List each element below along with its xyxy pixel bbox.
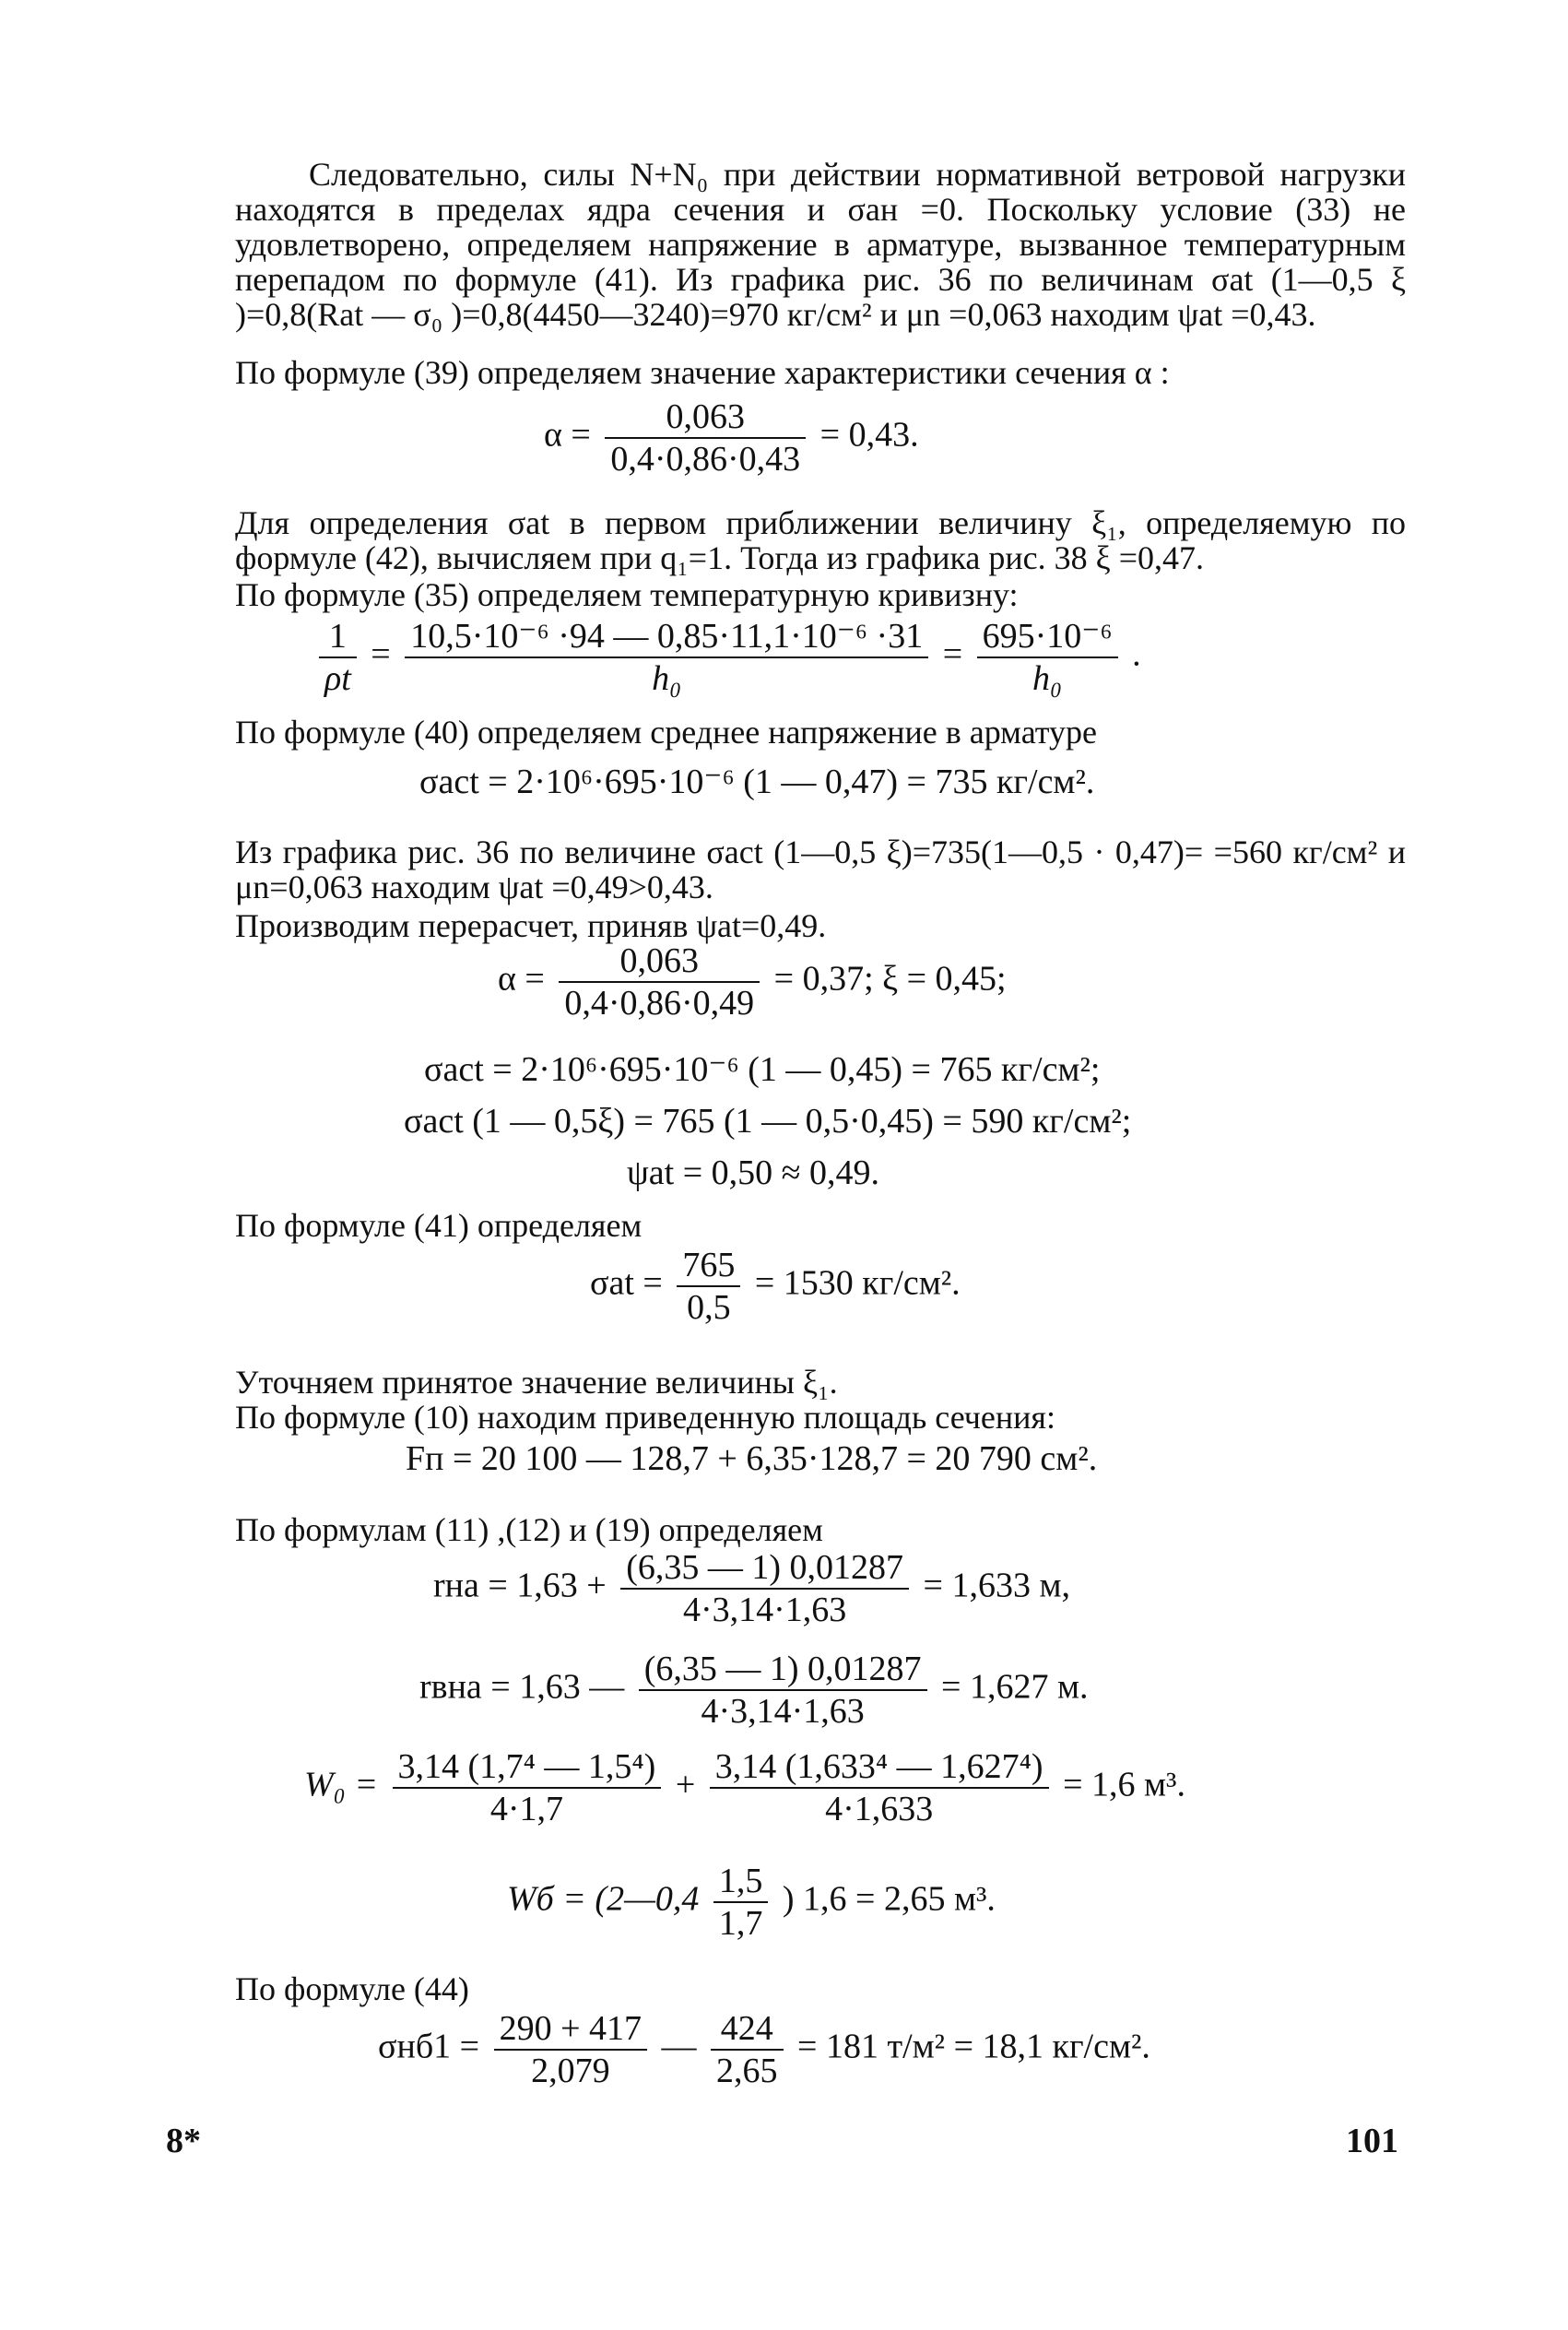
- equation-sigma-act-3: σact (1 — 0,5ξ) = 765 (1 — 0,5·0,45) = 590 кг/см²;: [404, 1102, 1132, 1141]
- paragraph-3: [235, 505, 1406, 575]
- equation-wb: Wб = (2—0,4 $\frac{1,5}{1,7}$ ) 1,6 = 2,65 м³.: [507, 1862, 996, 1943]
- paragraph-10-text: По формуле (10) находим приведенную площадь сечения:: [235, 1399, 1055, 1436]
- paragraph-12: [235, 1971, 1406, 2006]
- equation-w0: W₀ = $\frac{\text{3,14 (1,7⁴ — 1,5⁴)}}{4\cdot 1,7}$ + $\frac{\text{3,14 (1,633⁴ — 1,627⁴)}}{4\cdot 1,633}$ = 1,6 м³.: [304, 1747, 1185, 1828]
- paragraph-7: [235, 908, 1406, 943]
- paragraph-8-text: По формуле (41) определяем: [235, 1207, 643, 1244]
- paragraph-5: [235, 715, 1406, 750]
- paragraph-1-text: Следовательно, силы N+N₀ при действии нормативной ветровой нагрузки находятся в пределах ядра сечения и σан =0. Поскольку условие (33) не удовлетворено, определяем напряжение в арматуре, вызванное температурным перепадом по формуле (41). Из графика рис. 36 по величинам σat (1—0,5 ξ )=0,8(Rat — σ₀ )=0,8(4450—3240)=970 кг/см² и μn =0,063 находим ψat =0,43.: [235, 156, 1406, 333]
- equation-sigma-at: σat = $\frac{765}{0,5}$ = 1530 кг/см².: [590, 1246, 961, 1327]
- equation-alpha-1: α = $\frac{0,063}{0,4\cdot 0,86\cdot 0,43}$ = 0,43.: [544, 397, 919, 479]
- paragraph-11: [235, 1512, 1406, 1547]
- paragraph-5-text: По формуле (40) определяем среднее напряжение в арматуре: [235, 714, 1097, 751]
- paragraph-8: [235, 1208, 1406, 1243]
- page-number: 101: [1346, 2122, 1398, 2160]
- paragraph-2: [235, 355, 1406, 390]
- paragraph-6-text: Из графика рис. 36 по величине σact (1—0,5 ξ)=735(1—0,5 · 0,47)= =560 кг/см² и μn=0,063 находим ψat =0,49>0,43.: [235, 834, 1406, 905]
- paragraph-12-text: По формуле (44): [235, 1970, 469, 2007]
- paragraph-4: [235, 577, 1406, 612]
- paragraph-7-text: Производим перерасчет, приняв ψat=0,49.: [235, 907, 827, 944]
- paragraph-10: [235, 1400, 1406, 1435]
- equation-sigma-b1: σнб1 = $\frac{290 + 417}{2,079}$ — $\frac{424}{2,65}$ = 181 т/м² = 18,1 кг/см².: [378, 2009, 1150, 2090]
- paragraph-1: [235, 157, 1406, 332]
- equation-psi: ψat = 0,50 ≈ 0,49.: [627, 1153, 879, 1192]
- paragraph-6: [235, 834, 1406, 905]
- equation-curvature: $\frac{1}{\rho t}$ = $\frac{\text{10,5·10⁻⁶ ·94 — 0,85·11,1·10⁻⁶ ·31}}{\text{h₀}}$ = $\frac{\text{695·10⁻⁶}}{\text{h₀}}$ .: [313, 618, 1141, 697]
- paragraph-2-text: По формуле (39) определяем значение характеристики сечения α :: [235, 354, 1170, 391]
- paragraph-9-text: Уточняем принятое значение величины ξ₁.: [235, 1364, 838, 1401]
- equation-sigma-act-2: σact = 2·10⁶·695·10⁻⁶ (1 — 0,45) = 765 кг/см²;: [424, 1050, 1101, 1089]
- equation-r-na: rна = 1,63 + $\frac{(6,35 — 1) 0,01287}{4\cdot 3,14\cdot 1,63}$ = 1,633 м,: [433, 1548, 1071, 1629]
- fraction: $\frac{0,063}{0,4\cdot 0,86\cdot 0,43}$: [605, 398, 806, 478]
- equation-area: Fп = 20 100 — 128,7 + 6,35·128,7 = 20 790 см².: [406, 1439, 1098, 1478]
- paragraph-9: [235, 1365, 1406, 1400]
- equation-r-vna: rвна = 1,63 — $\frac{(6,35 — 1) 0,01287}{4\cdot 3,14\cdot 1,63}$ = 1,627 м.: [419, 1650, 1089, 1731]
- paragraph-11-text: По формулам (11) ,(12) и (19) определяем: [235, 1511, 823, 1548]
- paragraph-4-text: По формуле (35) определяем температурную кривизну:: [235, 576, 1019, 613]
- equation-sigma-act-1: σact = 2·10⁶·695·10⁻⁶ (1 — 0,47) = 735 кг/см².: [419, 763, 1095, 801]
- equation-alpha-2: α = $\frac{0,063}{0,4\cdot 0,86\cdot 0,49}$ = 0,37; ξ = 0,45;: [498, 941, 1007, 1023]
- paragraph-3-text: Для определения σat в первом приближении величину ξ₁, определяемую по формуле (42), вычисляем при q₁=1. Тогда из графика рис. 38 ξ =0,47.: [235, 504, 1406, 576]
- signature-mark: 8*: [166, 2122, 201, 2160]
